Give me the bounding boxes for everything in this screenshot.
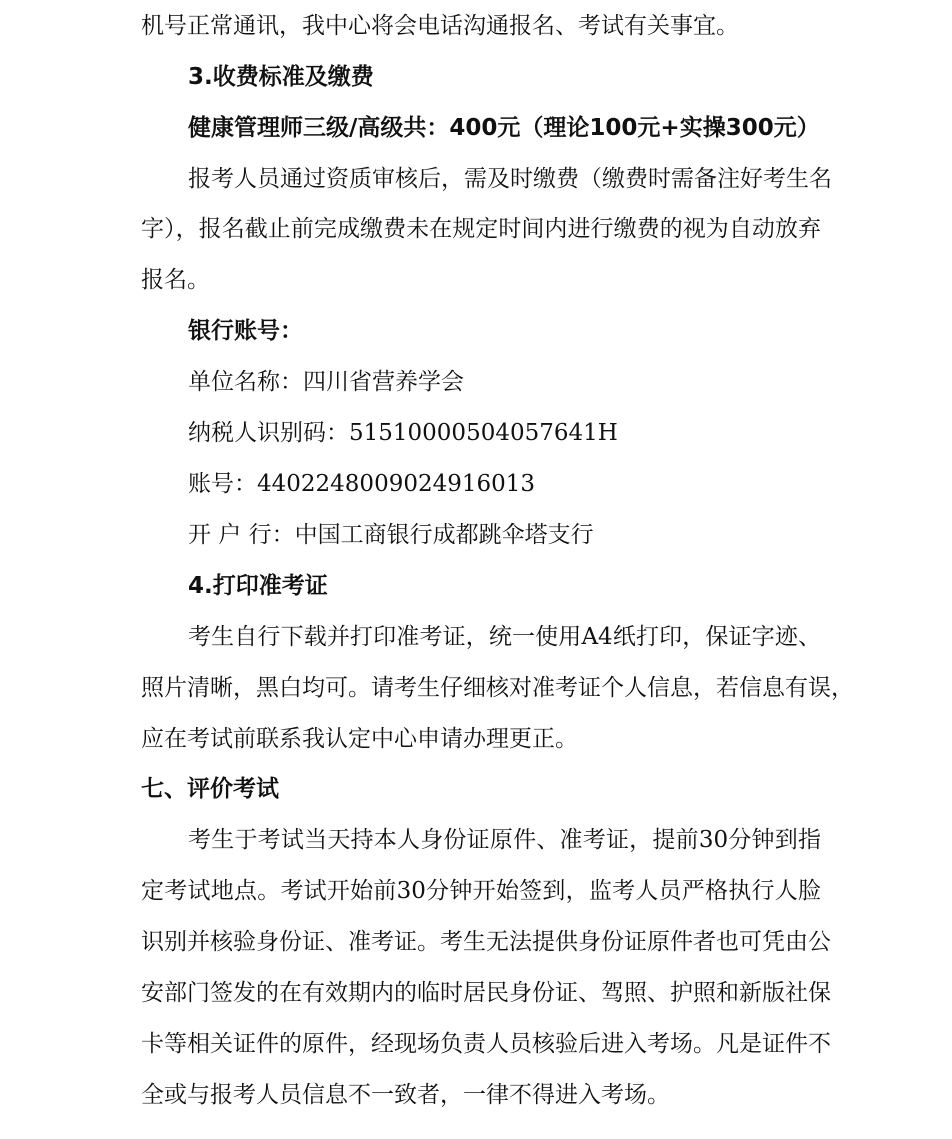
paragraph-line: 识别并核验身份证、准考证。考生无法提供身份证原件者也可凭由公 (141, 929, 831, 955)
paragraph-line: 全或与报考人员信息不一致者，一律不得进入考场。 (141, 1082, 670, 1108)
paragraph-line: 照片清晰，黑白均可。请考生仔细核对准考证个人信息，若信息有误， (141, 675, 854, 701)
paragraph-line: 报考人员通过资质审核后，需及时缴费（缴费时需备注好考生名 (188, 166, 832, 192)
paragraph-line: 考生于考试当天持本人身份证原件、准考证，提前30分钟到指 (188, 827, 821, 853)
bank-account-heading: 银行账号： (188, 318, 303, 344)
account-number: 账号：4402248009024916013 (188, 471, 536, 497)
section-heading-admission-ticket: 4.打印准考证 (188, 573, 328, 599)
bank-unit-name: 单位名称：四川省营养学会 (188, 369, 464, 395)
paragraph-line: 字），报名截止前完成缴费未在规定时间内进行缴费的视为自动放弃 (141, 216, 821, 242)
fee-standard: 健康管理师三级/高级共：400元（理论100元+实操300元） (188, 115, 820, 141)
taxpayer-id: 纳税人识别码：51510000504057641H (188, 420, 618, 446)
paragraph-line: 考生自行下载并打印准考证，统一使用A4纸打印，保证字迹、 (188, 624, 821, 650)
paragraph-line: 应在考试前联系我认定中心申请办理更正。 (141, 726, 578, 752)
paragraph-line: 安部门签发的在有效期内的临时居民身份证、驾照、护照和新版社保 (141, 980, 831, 1006)
section-heading-fees: 3.收费标准及缴费 (188, 64, 374, 90)
paragraph-line: 报名。 (141, 267, 210, 293)
section-heading-evaluation-exam: 七、评价考试 (141, 776, 279, 802)
paragraph-line: 卡等相关证件的原件，经现场负责人员核验后进入考场。凡是证件不 (141, 1031, 831, 1057)
bank-branch: 开 户 行：中国工商银行成都跳伞塔支行 (188, 522, 594, 548)
paragraph-line: 机号正常通讯，我中心将会电话沟通报名、考试有关事宜。 (141, 13, 739, 39)
paragraph-line: 定考试地点。考试开始前30分钟开始签到，监考人员严格执行人脸 (141, 878, 821, 904)
